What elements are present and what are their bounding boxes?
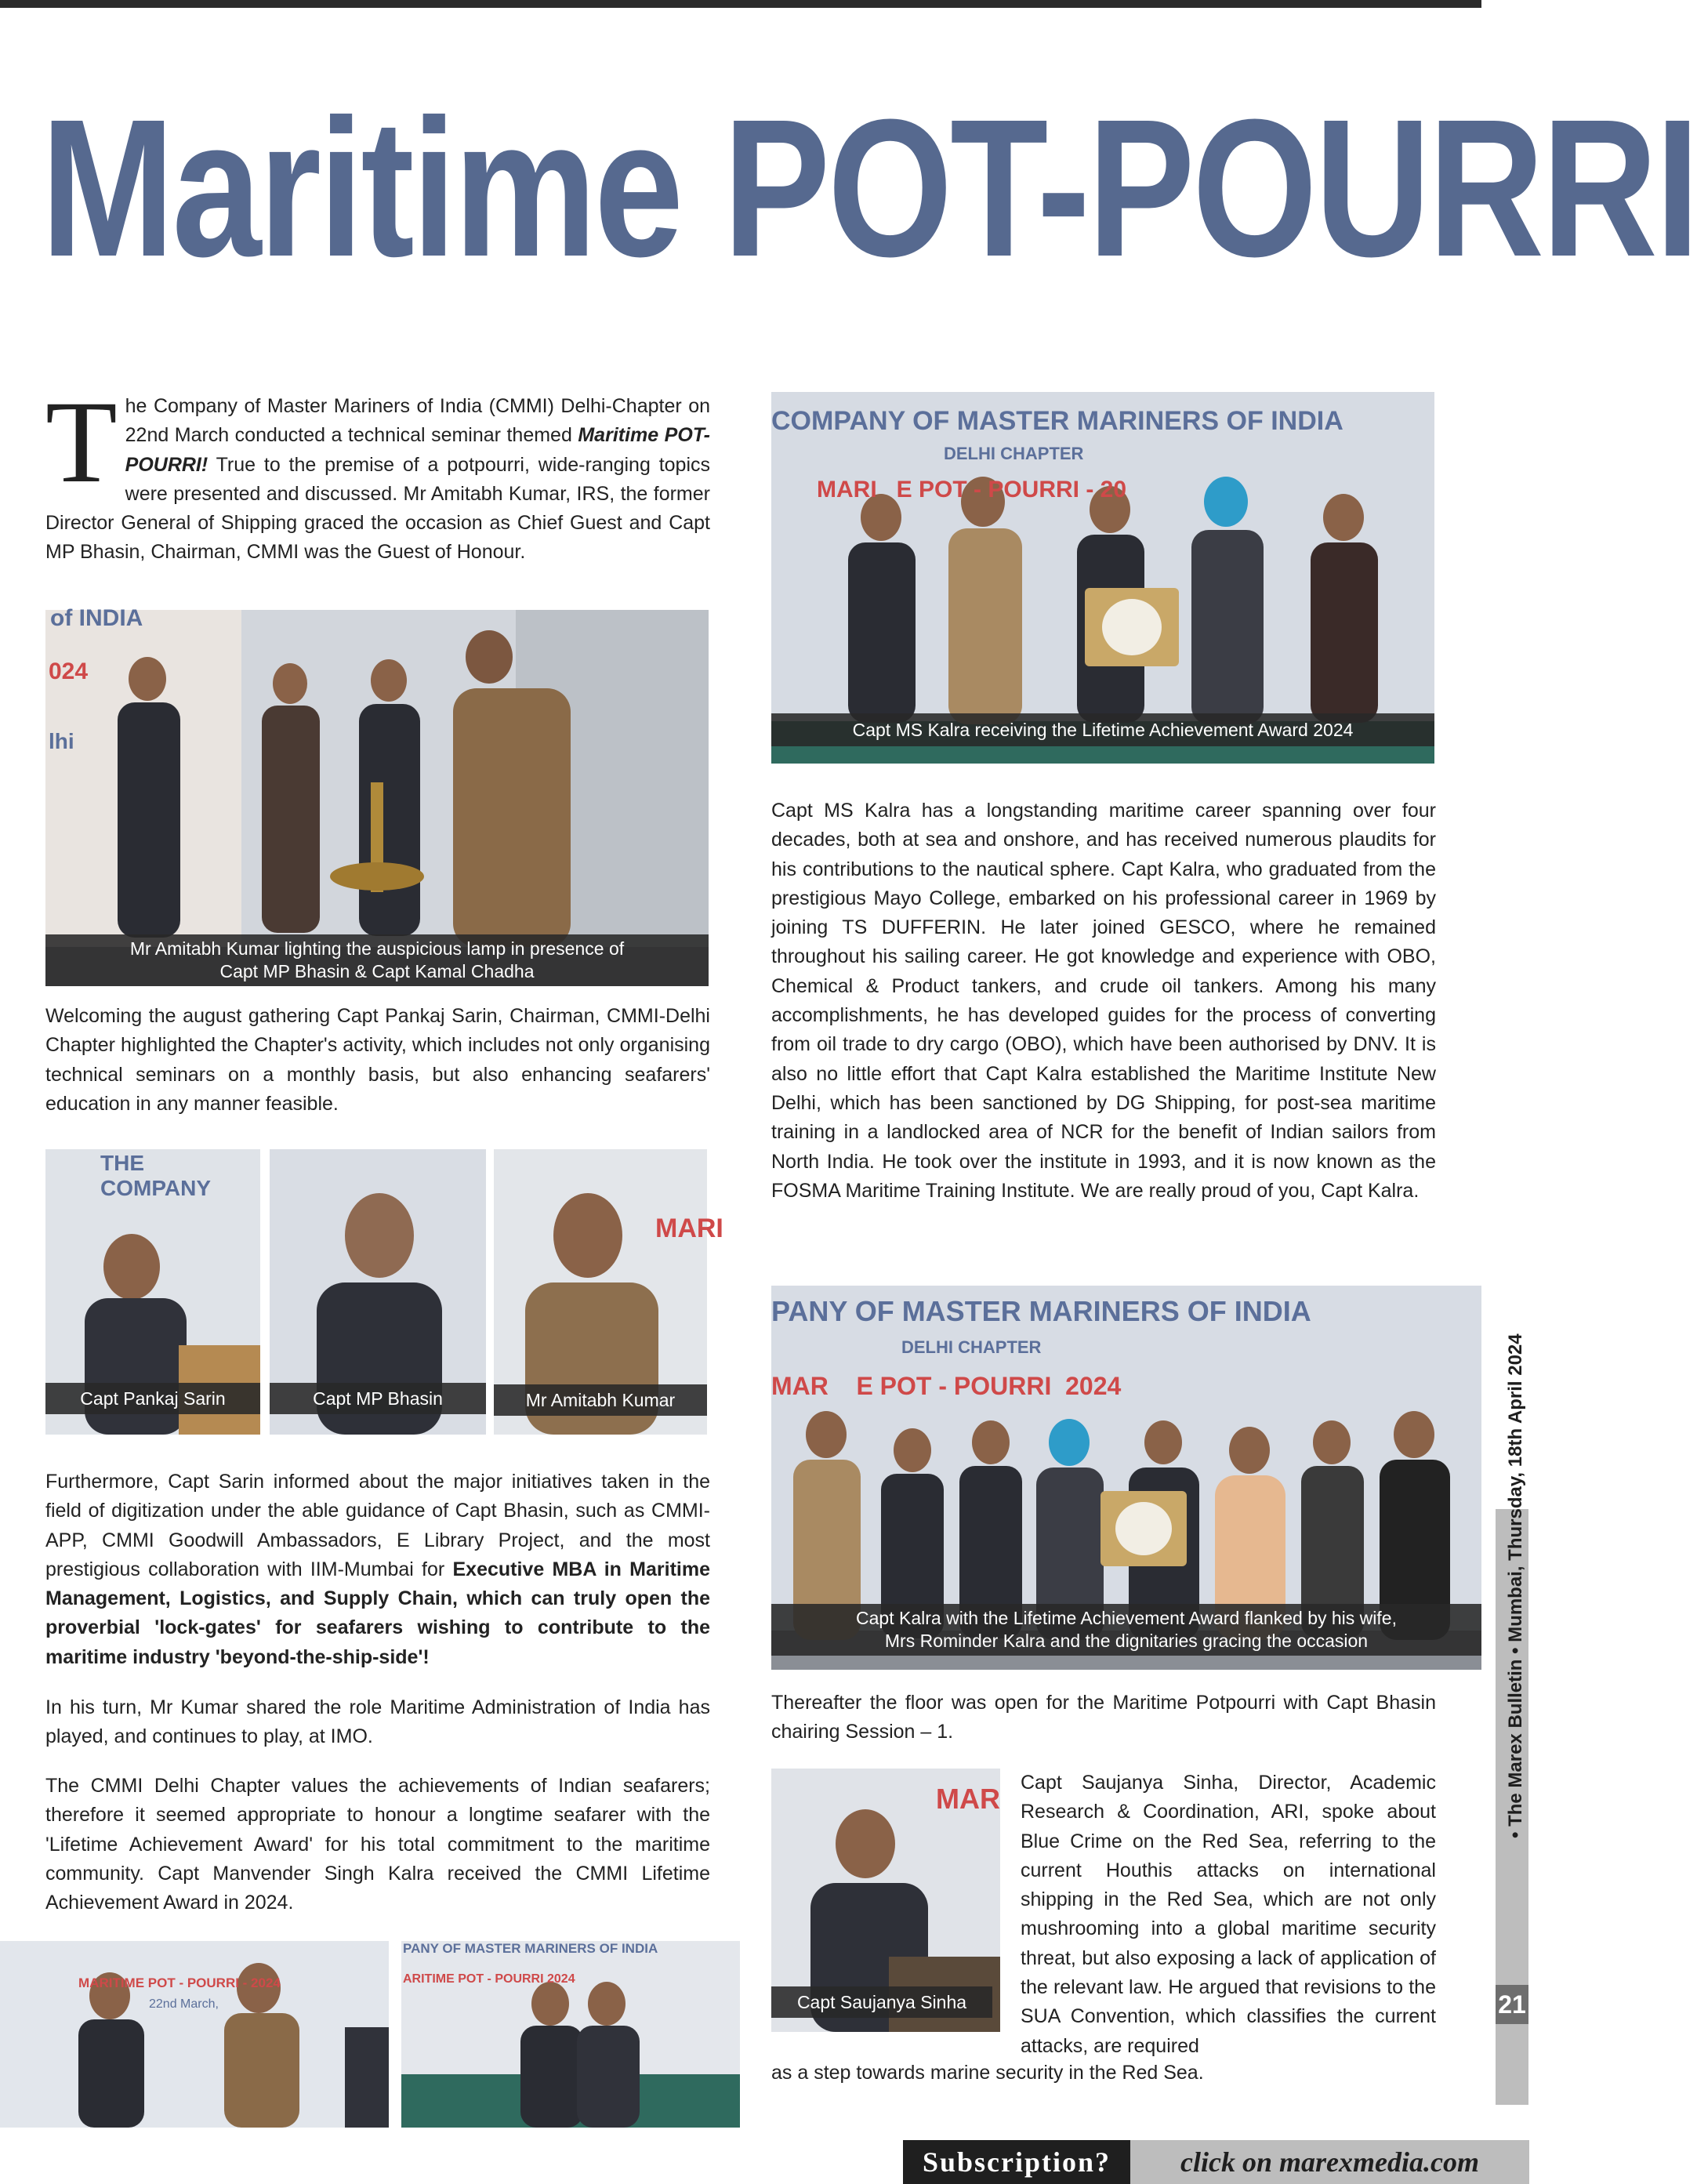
portrait-kumar-backdrop: MARI <box>655 1214 723 1243</box>
intro-text-2: True to the premise of a potpourri, wide-ranging topics were presented and discussed. Mr Amitabh Kumar, IRS, the former Director General of Shipping graced the occasion as Chief Guest and Capt MP Bhasin, Chairman, CMMI was the Guest of Honour. <box>45 453 710 564</box>
lamp-caption-line-1: Mr Amitabh Kumar lighting the auspicious lamp in presence of <box>129 938 625 959</box>
group-caption-line-2: Mrs Rominder Kalra and the dignitaries gracing the occasion <box>884 1631 1369 1651</box>
sinha-photo <box>771 1769 1000 2032</box>
handshake-photo-2 <box>401 1941 740 2128</box>
group-backdrop-chapter: DELHI CHAPTER <box>901 1337 1042 1357</box>
subscription-label: Subscription? <box>903 2140 1130 2184</box>
initiatives-paragraph <box>45 1467 710 1672</box>
portrait-sarin-caption: Capt Pankaj Sarin <box>45 1383 260 1414</box>
award-photo <box>771 392 1434 764</box>
portrait-bhasin-photo <box>270 1149 486 1435</box>
group-caption-line-1: Capt Kalra with the Lifetime Achievement Award flanked by his wife, <box>856 1608 1397 1628</box>
sinha-caption: Capt Saujanya Sinha <box>771 1986 992 2018</box>
bulletin-date-line: • The Marex Bulletin • Mumbai, Thursday, 18th April 2024 <box>1505 1333 1526 1838</box>
lamp-backdrop-city: lhi <box>49 729 74 753</box>
sinha-backdrop: MAR <box>936 1783 1000 1815</box>
award-backdrop-chapter: DELHI CHAPTER <box>944 444 1084 463</box>
values-paragraph: The CMMI Delhi Chapter values the achievements of Indian seafarers; therefore it seemed appropriate to honour a longtime seafarer with the 'Lifetime Achievement Award' for his total commitment to the maritime community. Capt Manvender Singh Kalra received the CMMI Lifetime Achievement Award in 2024. <box>45 1775 710 1914</box>
lamp-caption <box>45 934 709 986</box>
kumar-paragraph: In his turn, Mr Kumar shared the role Maritime Administration of India has played, and continues to play, at IMO. <box>45 1696 710 1748</box>
award-caption: Capt MS Kalra receiving the Lifetime Achievement Award 2024 <box>771 713 1434 746</box>
initiatives-bold-text: Executive MBA in Maritime Management, Logistics, and Supply Chain, which can truly open the proverbial 'lock-gates' for seafarers wishing to contribute to the maritime industry 'beyond-the-ship-side'! <box>45 1558 710 1668</box>
lamp-backdrop-text: of INDIA <box>50 605 143 631</box>
welcome-paragraph: Welcoming the august gathering Capt Pankaj Sarin, Chairman, CMMI-Delhi Chapter highlighted the Chapter's activity, which includes not only organising technical seminars on a monthly basis, but also enhancing seafarers' education in any manner feasible. <box>45 1005 710 1115</box>
portrait-kumar-photo <box>494 1149 723 1435</box>
page-headline: Maritime POT-POURRI <box>41 78 1697 297</box>
handshake-2-banner-sub: ARITIME POT - POURRI 2024 <box>403 1972 575 1986</box>
page-number: 21 <box>1496 1985 1528 2024</box>
intro-theme: Maritime POT-POURRI! <box>125 424 710 476</box>
sinha-paragraph-end: as a step towards marine security in the Red Sea. <box>771 2062 1204 2084</box>
group-award-caption <box>771 1604 1481 1656</box>
kalra-paragraph: Capt MS Kalra has a longstanding maritime career spanning over four decades, both at sea and onshore, and has received numerous plaudits for his contributions to the nautical sphere. Capt Kalra, who graduated from the prestigious Mayo College, embarked on his professional career in 1969 by joining TS DUFFERIN. He later joined GESCO, where he remained throughout his sailing career. He got knowledge and experience with OBO, Chemical & Product tankers, and crude oil tankers. Among his many accomplishments, he has developed guides for the process of converting from oil trade to dry cargo (OBO), which have been authorised by DNV. It is also no little effort that Capt Kalra established the Maritime Institute New Delhi, which has been sanctioned by DG Shipping, for post-sea maritime training in a landlocked area of NCR for the benefit of Indian sailors from North India. He took over the institute in 1993, and it is now known as the FOSMA Maritime Training Institute. We are really proud of you, Capt Kalra. <box>771 800 1436 1202</box>
portrait-sarin-photo <box>45 1149 260 1435</box>
subscription-link[interactable]: click on marexmedia.com <box>1130 2140 1529 2184</box>
portrait-bhasin-caption: Capt MP Bhasin <box>270 1383 486 1414</box>
handshake-photo-1 <box>0 1941 389 2128</box>
group-award-photo <box>771 1286 1481 1670</box>
group-backdrop-title: PANY OF MASTER MARINERS OF INDIA <box>771 1295 1311 1327</box>
portrait-sarin-backdrop: THE COMPANY <box>100 1151 212 1200</box>
portrait-kumar-caption: Mr Amitabh Kumar <box>494 1384 707 1416</box>
award-backdrop-event: MARI E POT - POURRI - 20 <box>817 477 1127 502</box>
intro-text-1: he Company of Master Mariners of India (CMMI) Delhi-Chapter on 22nd March conducted a technical seminar themed <box>125 395 710 447</box>
sinha-paragraph: Capt Saujanya Sinha, Director, Academic Research & Coordination, ARI, spoke about Blue Crime on the Red Sea, referring to the current Houthis attacks on international shipping in the Red Sea, which are not only mushrooming into a global maritime security threat, but also exposing a lack of application of the relevant law. He argued that revisions to the SUA Convention, which classifies the current attacks, are required <box>1021 1772 1436 2057</box>
award-backdrop-title: COMPANY OF MASTER MARINERS OF INDIA <box>771 406 1343 436</box>
handshake-1-date: 22nd March, <box>149 1997 219 2011</box>
group-backdrop-event: MAR E POT - POURRI 2024 <box>771 1372 1122 1400</box>
drop-cap: T <box>45 377 118 507</box>
intro-paragraph <box>45 377 710 568</box>
top-rule <box>0 0 1481 8</box>
lamp-lighting-photo <box>45 605 709 986</box>
handshake-2-banner: PANY OF MASTER MARINERS OF INDIA <box>403 1941 658 1956</box>
lamp-backdrop-year: 024 <box>49 658 89 684</box>
floor-open-paragraph: Thereafter the floor was open for the Maritime Potpourri with Capt Bhasin chairing Session – 1. <box>771 1692 1436 1743</box>
lamp-caption-line-2: Capt MP Bhasin & Capt Kamal Chadha <box>219 961 535 981</box>
handshake-1-banner: MARITIME POT - POURRI - 2024 <box>78 1975 281 1990</box>
initiatives-text: Furthermore, Capt Sarin informed about the major initiatives taken in the field of digitization under the able guidance of Capt Bhasin, such as CMMI-APP, CMMI Goodwill Ambassadors, E Library Project, and the most prestigious collaboration with IIM-Mumbai for <box>45 1471 710 1580</box>
